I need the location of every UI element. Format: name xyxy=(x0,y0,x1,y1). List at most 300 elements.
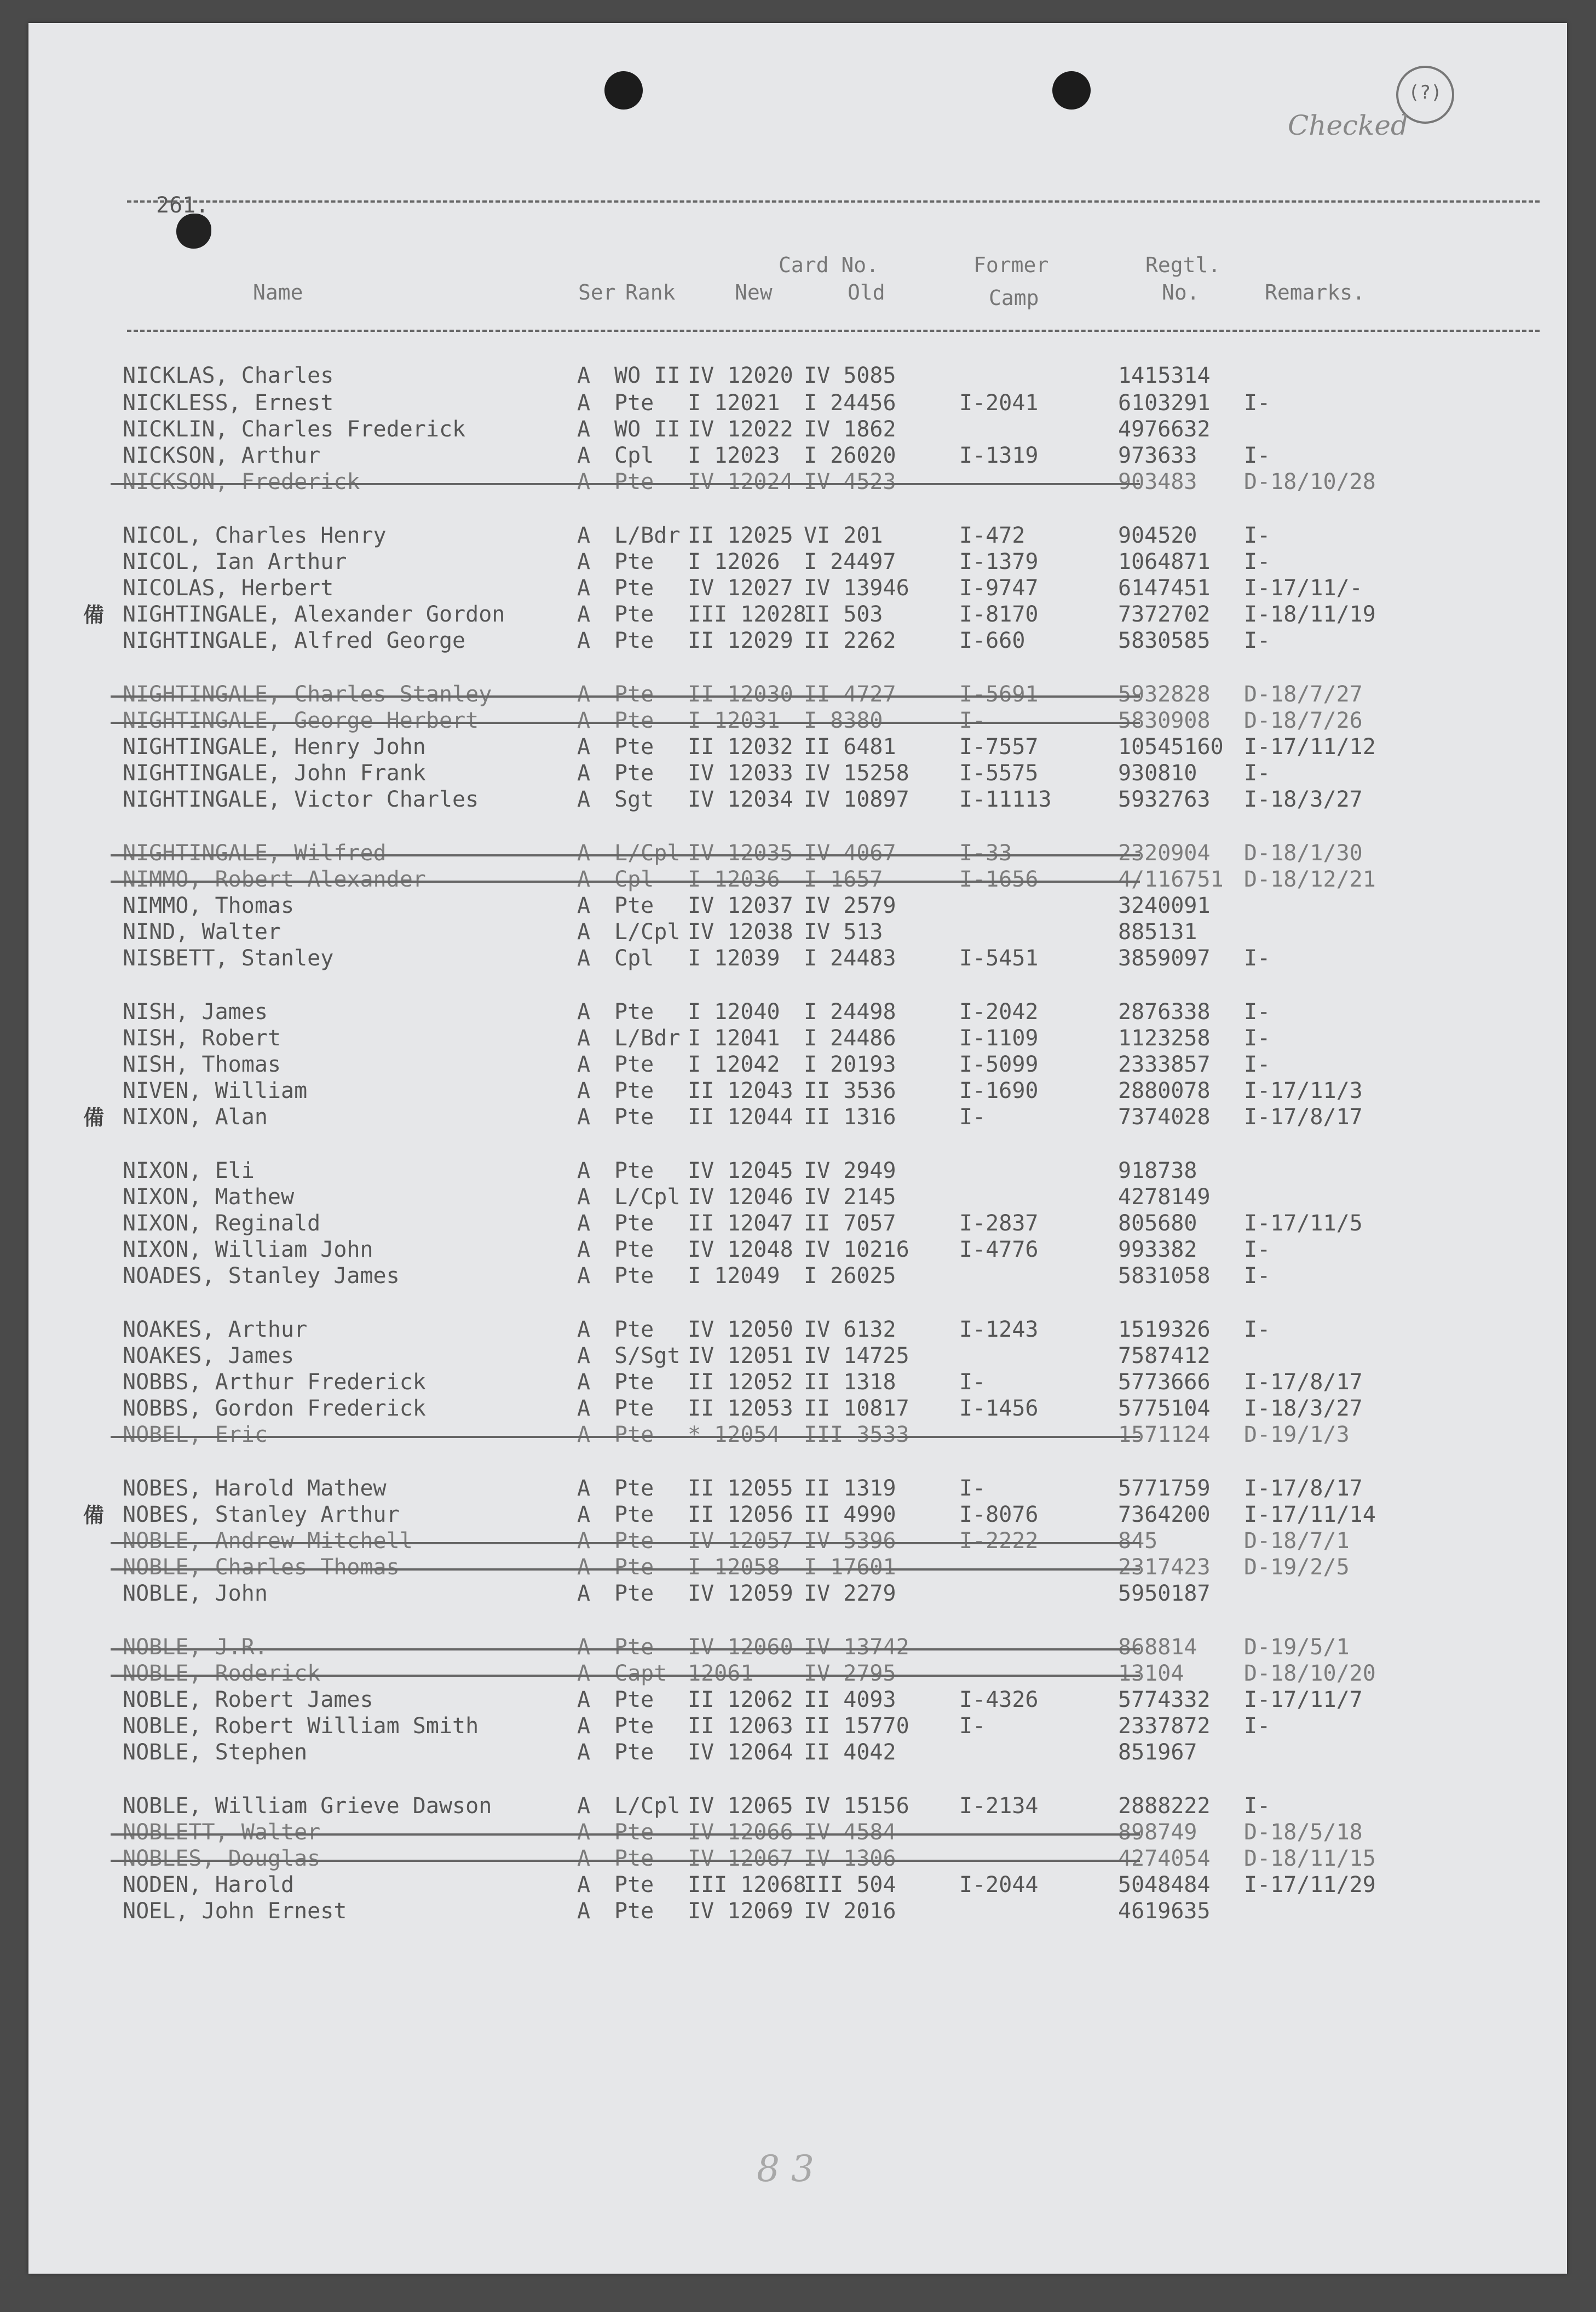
cell-name: NOBLE, Stephen xyxy=(123,1740,308,1765)
cell-ser: A xyxy=(577,734,591,760)
ink-blot xyxy=(176,214,211,249)
table-row xyxy=(28,1104,1567,1130)
cell-rank: Pte xyxy=(614,1263,654,1289)
cell-old: IV 2279 xyxy=(804,1581,896,1606)
cell-regtl: 5774332 xyxy=(1118,1687,1211,1712)
table-row xyxy=(28,1739,1567,1765)
header-new: New xyxy=(735,280,773,304)
cell-old: II 4727 xyxy=(804,682,896,707)
table-row xyxy=(28,1210,1567,1236)
cell-old: IV 15156 xyxy=(804,1793,909,1819)
cell-name: NOBLE, William Grieve Dawson xyxy=(123,1793,492,1819)
cell-new: I 12040 xyxy=(688,999,780,1025)
cell-camp: I-1379 xyxy=(959,549,1039,574)
cell-name: NOBLE, Roderick xyxy=(123,1661,321,1686)
cell-rank: Pte xyxy=(614,1105,654,1130)
cell-ser: A xyxy=(577,841,591,866)
table-row xyxy=(28,1819,1567,1845)
cell-regtl: 6147451 xyxy=(1118,576,1211,601)
cell-rank: Pte xyxy=(614,576,654,601)
table-row xyxy=(28,1395,1567,1422)
cell-old: IV 13742 xyxy=(804,1635,909,1660)
header-former: Former xyxy=(973,253,1049,277)
cell-rank: Pte xyxy=(614,1846,654,1871)
cell-name: NICKSON, Frederick xyxy=(123,469,360,494)
cell-regtl: 5950187 xyxy=(1118,1581,1211,1606)
cell-old: I 26020 xyxy=(804,443,896,468)
cell-rank: WO II xyxy=(614,417,681,442)
cell-new: I 12049 xyxy=(688,1263,780,1289)
table-row xyxy=(28,840,1567,866)
cell-new: II 12025 xyxy=(688,523,793,548)
table-row xyxy=(28,681,1567,708)
cell-regtl: 1415314 xyxy=(1118,363,1211,388)
cell-regtl: 868814 xyxy=(1118,1635,1197,1660)
cell-new: IV 12037 xyxy=(688,893,793,918)
cell-new: IV 12048 xyxy=(688,1237,793,1262)
cell-ser: A xyxy=(577,1211,591,1236)
cell-rem: I- xyxy=(1244,761,1271,786)
cell-new: I 12021 xyxy=(688,390,780,416)
cell-camp: I-2042 xyxy=(959,999,1039,1025)
cell-camp: I-2044 xyxy=(959,1872,1039,1897)
cell-old: II 15770 xyxy=(804,1713,909,1739)
cell-old: I 8380 xyxy=(804,708,883,733)
cell-new: I 12026 xyxy=(688,549,780,574)
cell-name: NICKLESS, Ernest xyxy=(123,390,334,416)
cell-rem: I-18/3/27 xyxy=(1244,1396,1363,1421)
cell-old: VI 201 xyxy=(804,523,883,548)
cell-ser: A xyxy=(577,602,591,627)
cell-camp: I-5575 xyxy=(959,761,1039,786)
cell-ser: A xyxy=(577,682,591,707)
cell-ser: A xyxy=(577,1184,591,1210)
cell-regtl: 5932763 xyxy=(1118,787,1211,812)
table-row xyxy=(28,416,1567,442)
cell-new: IV 12065 xyxy=(688,1793,793,1819)
header-ser: Ser xyxy=(578,280,616,304)
cell-rank: L/Cpl xyxy=(614,841,681,866)
cell-rank: Pte xyxy=(614,1713,654,1739)
cell-name: NOBLE, J.R. xyxy=(123,1635,268,1660)
cell-name: NIGHTINGALE, Wilfred xyxy=(123,841,387,866)
cell-name: NICOLAS, Herbert xyxy=(123,576,334,601)
cell-rank: Pte xyxy=(614,1422,654,1447)
cell-new: I 12042 xyxy=(688,1052,780,1077)
cell-new: II 12044 xyxy=(688,1105,793,1130)
cell-name: NOBES, Harold Mathew xyxy=(123,1476,387,1501)
cell-regtl: 6103291 xyxy=(1118,390,1211,416)
cell-regtl: 993382 xyxy=(1118,1237,1197,1262)
cell-camp: I-5099 xyxy=(959,1052,1039,1077)
cell-regtl: 2333857 xyxy=(1118,1052,1211,1077)
cell-ser: A xyxy=(577,919,591,945)
cell-old: II 1316 xyxy=(804,1105,896,1130)
cell-new: * 12054 xyxy=(688,1422,780,1447)
table-row xyxy=(28,363,1567,389)
cell-camp: I-5451 xyxy=(959,946,1039,971)
cell-old: III 504 xyxy=(804,1872,896,1897)
cell-ser: A xyxy=(577,576,591,601)
table-row xyxy=(28,1078,1567,1104)
table-row xyxy=(28,786,1567,813)
cell-regtl: 4/116751 xyxy=(1118,867,1224,892)
cell-new: I 12023 xyxy=(688,443,780,468)
cell-ser: A xyxy=(577,1687,591,1712)
header-old: Old xyxy=(848,280,885,304)
cell-camp: I-2041 xyxy=(959,390,1039,416)
cell-old: IV 4067 xyxy=(804,841,896,866)
cell-camp: I-1109 xyxy=(959,1026,1039,1051)
cell-name: NIXON, William John xyxy=(123,1237,373,1262)
table-row xyxy=(28,1422,1567,1448)
cell-ser: A xyxy=(577,708,591,733)
checked-note: Checked xyxy=(1288,110,1408,141)
cell-camp: I-5691 xyxy=(959,682,1039,707)
cell-rem: I- xyxy=(1244,1713,1271,1739)
cell-name: NICKLAS, Charles xyxy=(123,363,334,388)
header-rank: Rank xyxy=(625,280,676,304)
cell-name: NOBBS, Arthur Frederick xyxy=(123,1370,426,1395)
cell-new: 12061 xyxy=(688,1661,754,1686)
cell-regtl: 7364200 xyxy=(1118,1502,1211,1527)
cell-regtl: 851967 xyxy=(1118,1740,1197,1765)
table-row xyxy=(28,1343,1567,1369)
cell-rank: Capt xyxy=(614,1661,667,1686)
cell-ser: A xyxy=(577,1343,591,1368)
table-row xyxy=(28,760,1567,786)
header-rule xyxy=(127,330,1540,332)
cell-ser: A xyxy=(577,1370,591,1395)
cell-regtl: 5775104 xyxy=(1118,1396,1211,1421)
cell-name: NOEL, John Ernest xyxy=(123,1899,347,1924)
cell-rank: Pte xyxy=(614,999,654,1025)
cell-camp: I-1456 xyxy=(959,1396,1039,1421)
cell-name: NIXON, Eli xyxy=(123,1158,255,1183)
table-row xyxy=(28,893,1567,919)
cell-camp: I-1243 xyxy=(959,1317,1039,1342)
cell-name: NICOL, Ian Arthur xyxy=(123,549,347,574)
cell-ser: A xyxy=(577,1555,591,1580)
cell-camp: I- xyxy=(959,1476,986,1501)
cell-new: I 12036 xyxy=(688,867,780,892)
table-row xyxy=(28,1634,1567,1660)
cell-rem: I-18/11/19 xyxy=(1244,602,1376,627)
cell-regtl: 2880078 xyxy=(1118,1078,1211,1103)
cell-new: IV 12066 xyxy=(688,1820,793,1845)
table-row xyxy=(28,866,1567,893)
cell-regtl: 7587412 xyxy=(1118,1343,1211,1368)
table-row xyxy=(28,1793,1567,1819)
cell-ser: A xyxy=(577,1237,591,1262)
cell-rank: Pte xyxy=(614,893,654,918)
header-camp: Camp xyxy=(989,286,1039,310)
table-row xyxy=(28,1263,1567,1289)
cell-rem: I-17/11/14 xyxy=(1244,1502,1376,1527)
cell-old: II 503 xyxy=(804,602,883,627)
cell-new: II 12053 xyxy=(688,1396,793,1421)
cell-new: IV 12051 xyxy=(688,1343,793,1368)
cell-rem: I- xyxy=(1244,523,1271,548)
cell-regtl: 5048484 xyxy=(1118,1872,1211,1897)
cell-new: IV 12045 xyxy=(688,1158,793,1183)
cell-ser: A xyxy=(577,628,591,653)
cell-rank: Pte xyxy=(614,1237,654,1262)
table-row xyxy=(28,734,1567,760)
cell-regtl: 918738 xyxy=(1118,1158,1197,1183)
cell-camp: I-8076 xyxy=(959,1502,1039,1527)
cell-rem: D-18/1/30 xyxy=(1244,841,1363,866)
cell-ser: A xyxy=(577,363,591,388)
cell-new: II 12047 xyxy=(688,1211,793,1236)
cell-regtl: 5773666 xyxy=(1118,1370,1211,1395)
table-row xyxy=(28,1687,1567,1713)
cell-new: II 12062 xyxy=(688,1687,793,1712)
cell-new: II 12052 xyxy=(688,1370,793,1395)
cell-regtl: 898749 xyxy=(1118,1820,1197,1845)
cell-ser: A xyxy=(577,469,591,494)
cell-camp: I- xyxy=(959,1370,986,1395)
cell-new: II 12029 xyxy=(688,628,793,653)
cell-ser: A xyxy=(577,1820,591,1845)
cell-rem: D-18/10/28 xyxy=(1244,469,1376,494)
cell-name: NOBLETT, Walter xyxy=(123,1820,321,1845)
cell-rank: Pte xyxy=(614,1555,654,1580)
cell-name: NIMMO, Thomas xyxy=(123,893,295,918)
cell-rank: Pte xyxy=(614,761,654,786)
cell-regtl: 930810 xyxy=(1118,761,1197,786)
table-row xyxy=(28,628,1567,654)
table-row xyxy=(28,442,1567,469)
cell-regtl: 4619635 xyxy=(1118,1899,1211,1924)
cell-regtl: 2337872 xyxy=(1118,1713,1211,1739)
cell-rank: Pte xyxy=(614,1078,654,1103)
cell-new: IV 12033 xyxy=(688,761,793,786)
cell-old: I 1657 xyxy=(804,867,883,892)
cell-old: IV 2795 xyxy=(804,1661,896,1686)
cell-rank: Pte xyxy=(614,1052,654,1077)
cell-name: NIGHTINGALE, Charles Stanley xyxy=(123,682,492,707)
cell-old: II 2262 xyxy=(804,628,896,653)
cell-regtl: 904520 xyxy=(1118,523,1197,548)
cell-rem: D-18/10/20 xyxy=(1244,1661,1376,1686)
cell-old: IV 4523 xyxy=(804,469,896,494)
cell-new: II 12030 xyxy=(688,682,793,707)
cell-ser: A xyxy=(577,1899,591,1924)
cell-name: NICKLIN, Charles Frederick xyxy=(123,417,466,442)
cell-rem: I- xyxy=(1244,443,1271,468)
cell-rem: I- xyxy=(1244,390,1271,416)
cell-rem: D-18/5/18 xyxy=(1244,1820,1363,1845)
cell-rank: Pte xyxy=(614,1211,654,1236)
cell-ser: A xyxy=(577,549,591,574)
table-row xyxy=(28,601,1567,628)
table-row xyxy=(28,1554,1567,1580)
table-row xyxy=(28,390,1567,416)
cell-new: IV 12069 xyxy=(688,1899,793,1924)
cell-ser: A xyxy=(577,417,591,442)
cell-rank: WO II xyxy=(614,363,681,388)
cell-ser: A xyxy=(577,1528,591,1554)
cell-new: IV 12050 xyxy=(688,1317,793,1342)
cell-name: NOBES, Stanley Arthur xyxy=(123,1502,400,1527)
cell-rem: I- xyxy=(1244,1026,1271,1051)
cell-old: II 3536 xyxy=(804,1078,896,1103)
cell-regtl: 4274054 xyxy=(1118,1846,1211,1871)
cell-new: IV 12067 xyxy=(688,1846,793,1871)
cell-regtl: 1519326 xyxy=(1118,1317,1211,1342)
cell-old: IV 2145 xyxy=(804,1184,896,1210)
cell-regtl: 2876338 xyxy=(1118,999,1211,1025)
table-row xyxy=(28,708,1567,734)
cell-old: I 26025 xyxy=(804,1263,896,1289)
cell-name: NIGHTINGALE, Alexander Gordon xyxy=(123,602,505,627)
cell-rem: D-18/11/15 xyxy=(1244,1846,1376,1871)
cell-old: I 24483 xyxy=(804,946,896,971)
cell-rank: Cpl xyxy=(614,867,654,892)
cell-new: II 12063 xyxy=(688,1713,793,1739)
cell-rem: I- xyxy=(1244,549,1271,574)
cell-old: IV 10897 xyxy=(804,787,909,812)
cell-ser: A xyxy=(577,893,591,918)
cell-new: IV 12060 xyxy=(688,1635,793,1660)
cell-rank: L/Bdr xyxy=(614,1026,681,1051)
cell-old: IV 15258 xyxy=(804,761,909,786)
cell-new: II 12056 xyxy=(688,1502,793,1527)
cell-rank: Sgt xyxy=(614,787,654,812)
cell-old: II 1319 xyxy=(804,1476,896,1501)
table-row xyxy=(28,945,1567,971)
cell-old: II 4093 xyxy=(804,1687,896,1712)
cell-ser: A xyxy=(577,1713,591,1739)
cell-old: I 24497 xyxy=(804,549,896,574)
cell-rem: D-18/7/1 xyxy=(1244,1528,1350,1554)
cell-ser: A xyxy=(577,999,591,1025)
cell-new: IV 12034 xyxy=(688,787,793,812)
cell-rank: Pte xyxy=(614,628,654,653)
cell-new: IV 12035 xyxy=(688,841,793,866)
top-rule xyxy=(127,200,1540,203)
cell-new: I 12058 xyxy=(688,1555,780,1580)
cell-ser: A xyxy=(577,390,591,416)
cell-rank: Pte xyxy=(614,1528,654,1554)
cell-regtl: 5771759 xyxy=(1118,1476,1211,1501)
cell-rem: I-17/11/29 xyxy=(1244,1872,1376,1897)
cell-name: NISH, Thomas xyxy=(123,1052,281,1077)
cell-rem: I-17/8/17 xyxy=(1244,1476,1363,1501)
cell-rank: Pte xyxy=(614,1317,654,1342)
cell-regtl: 5830585 xyxy=(1118,628,1211,653)
header-no: No. xyxy=(1162,280,1200,304)
punch-hole-left xyxy=(604,71,643,110)
cell-ser: A xyxy=(577,443,591,468)
cell-name: NOBLES, Douglas xyxy=(123,1846,321,1871)
cell-ser: A xyxy=(577,1476,591,1501)
cell-name: NOBEL, Eric xyxy=(123,1422,268,1447)
cell-old: I 20193 xyxy=(804,1052,896,1077)
cell-rem: I- xyxy=(1244,1317,1271,1342)
cell-old: II 4042 xyxy=(804,1740,896,1765)
cell-rem: I-18/3/27 xyxy=(1244,787,1363,812)
cell-name: NOAKES, James xyxy=(123,1343,295,1368)
cell-ser: A xyxy=(577,761,591,786)
cell-old: IV 2579 xyxy=(804,893,896,918)
cell-old: IV 1862 xyxy=(804,417,896,442)
cell-old: IV 14725 xyxy=(804,1343,909,1368)
cell-regtl: 2317423 xyxy=(1118,1555,1211,1580)
cell-rem: I-17/11/12 xyxy=(1244,734,1376,760)
table-row xyxy=(28,549,1567,575)
cell-new: I 12031 xyxy=(688,708,780,733)
cell-name: NOBBS, Gordon Frederick xyxy=(123,1396,426,1421)
cell-name: NIXON, Reginald xyxy=(123,1211,321,1236)
cell-new: III 12028 xyxy=(688,602,806,627)
header-name: Name xyxy=(253,280,303,304)
cell-camp: I- xyxy=(959,1713,986,1739)
cell-rank: Pte xyxy=(614,1899,654,1924)
table-row xyxy=(28,1580,1567,1607)
cell-name: NOBLE, Robert William Smith xyxy=(123,1713,479,1739)
cell-regtl: 4278149 xyxy=(1118,1184,1211,1210)
cell-camp: I- xyxy=(959,708,986,733)
cell-name: NOBLE, Charles Thomas xyxy=(123,1555,400,1580)
table-row xyxy=(28,1872,1567,1898)
cell-old: II 10817 xyxy=(804,1396,909,1421)
cell-name: NIXON, Mathew xyxy=(123,1184,295,1210)
cell-rem: D-18/7/27 xyxy=(1244,682,1363,707)
cell-new: IV 12057 xyxy=(688,1528,793,1554)
cell-camp: I- xyxy=(959,1105,986,1130)
cell-regtl: 885131 xyxy=(1118,919,1197,945)
cell-rank: S/Sgt xyxy=(614,1343,681,1368)
page-number: 261. xyxy=(156,193,209,218)
cell-old: IV 4584 xyxy=(804,1820,896,1845)
cell-camp: I-4776 xyxy=(959,1237,1039,1262)
cell-old: IV 2016 xyxy=(804,1899,896,1924)
table-row xyxy=(28,1025,1567,1051)
cell-rank: Pte xyxy=(614,1820,654,1845)
header-card-no: Card No. xyxy=(779,253,879,277)
cell-name: NIGHTINGALE, Victor Charles xyxy=(123,787,479,812)
table-row xyxy=(28,1475,1567,1502)
cell-rem: I-17/8/17 xyxy=(1244,1105,1363,1130)
cell-new: I 12039 xyxy=(688,946,780,971)
cell-rank: Pte xyxy=(614,1872,654,1897)
cell-name: NOBLE, Robert James xyxy=(123,1687,373,1712)
cell-name: NIGHTINGALE, Henry John xyxy=(123,734,426,760)
cell-ser: A xyxy=(577,1635,591,1660)
cell-old: II 4990 xyxy=(804,1502,896,1527)
cell-regtl: 5830908 xyxy=(1118,708,1211,733)
cell-rank: Pte xyxy=(614,734,654,760)
table-row xyxy=(28,1502,1567,1528)
cell-rank: Pte xyxy=(614,682,654,707)
cell-rank: Pte xyxy=(614,602,654,627)
cell-name: NISBETT, Stanley xyxy=(123,946,334,971)
cell-camp: I-1319 xyxy=(959,443,1039,468)
cell-name: NOBLE, Andrew Mitchell xyxy=(123,1528,413,1554)
cell-ser: A xyxy=(577,1581,591,1606)
cell-rank: L/Bdr xyxy=(614,523,681,548)
cell-rem: I- xyxy=(1244,999,1271,1025)
cell-rank: Pte xyxy=(614,549,654,574)
cell-old: IV 5396 xyxy=(804,1528,896,1554)
cell-name: NIMMO, Robert Alexander xyxy=(123,867,426,892)
cell-ser: A xyxy=(577,1263,591,1289)
cell-rank: Pte xyxy=(614,469,654,494)
cell-old: III 3533 xyxy=(804,1422,909,1447)
cell-new: IV 12046 xyxy=(688,1184,793,1210)
